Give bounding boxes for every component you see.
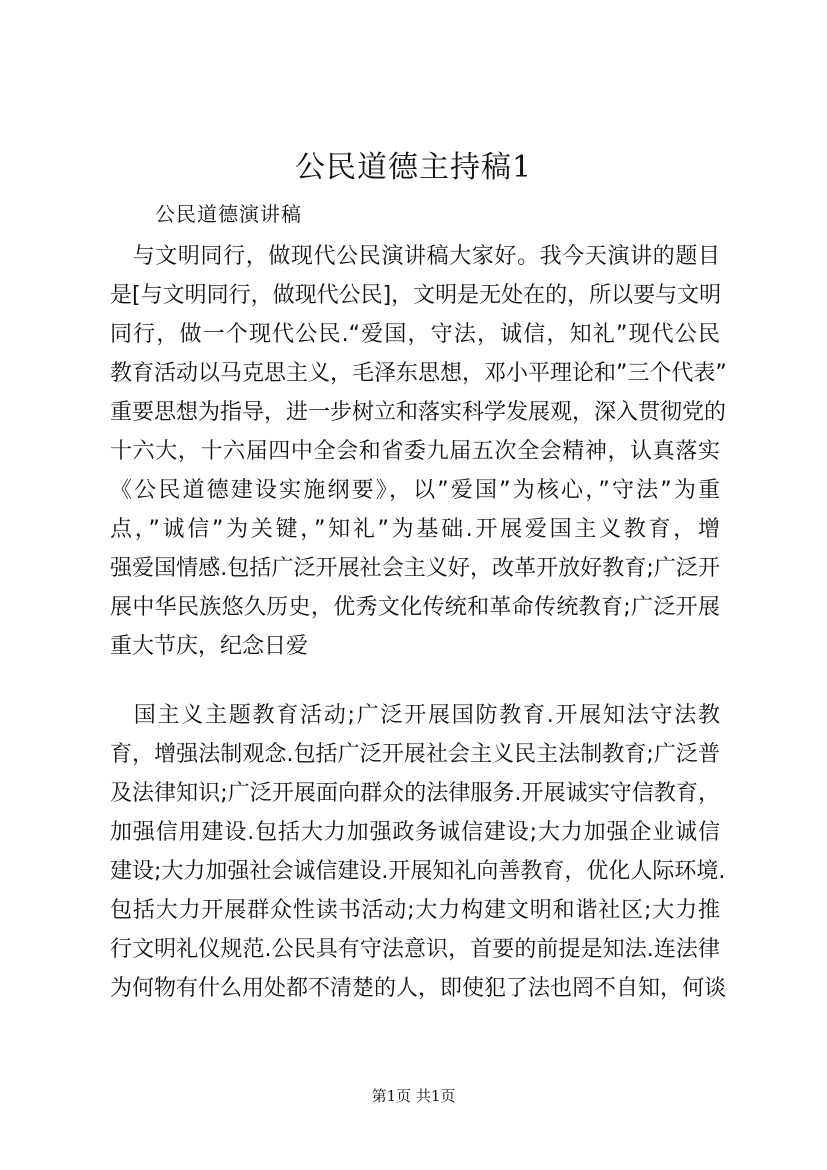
paragraph-line: 包括大力开展群众性读书活动;大力构建文明和谐社区;大力推 [110, 898, 720, 923]
document-subtitle: 公民道德演讲稿 [155, 202, 302, 226]
page-footer: 第1页 共1页 [371, 1087, 456, 1105]
paragraph-line: 教育活动以马克思主义，毛泽东思想，邓小平理论和”三个代表” [110, 361, 727, 386]
paragraph-line: 加强信用建设.包括大力加强政务诚信建设;大力加强企业诚信 [110, 820, 720, 845]
paragraph-1 [110, 237, 727, 666]
paragraph-2 [110, 696, 727, 1008]
paragraph-line: 是[与文明同行，做现代公民]，文明是无处在的，所以要与文明 [110, 283, 722, 308]
paragraph-line: 建设;大力加强社会诚信建设.开展知礼向善教育，优化人际环境. [110, 859, 726, 884]
paragraph-line: 同行，做一个现代公民.“爱国，守法，诚信，知礼”现代公民 [110, 322, 720, 347]
paragraph-line: 行文明礼仪规范.公民具有守法意识，首要的前提是知法.连法律 [110, 937, 720, 962]
document-title: 公民道德主持稿1 [294, 150, 533, 185]
paragraph-line: 与文明同行，做现代公民演讲稿大家好。我今天演讲的题目 [110, 244, 720, 269]
paragraph-line: 重大节庆，纪念日爱 [110, 634, 309, 659]
paragraph-line: 国主义主题教育活动;广泛开展国防教育.开展知法守法教 [110, 703, 720, 728]
paragraph-line: 点，”诚信”为关键，”知礼”为基础.开展爱国主义教育，增 [110, 517, 720, 542]
paragraph-line: 强爱国情感.包括广泛开展社会主义好，改革开放好教育;广泛开 [110, 556, 720, 581]
paragraph-line: 重要思想为指导，进一步树立和落实科学发展观，深入贯彻党的 [110, 400, 727, 425]
paragraph-line: 展中华民族悠久历史，优秀文化传统和革命传统教育;广泛开展 [110, 595, 720, 620]
paragraph-line: 《公民道德建设实施纲要》，以”爱国”为核心，”守法”为重 [110, 478, 720, 503]
paragraph-line: 十六大，十六届四中全会和省委九届五次全会精神，认真落实 [110, 439, 720, 464]
paragraph-line: 育，增强法制观念.包括广泛开展社会主义民主法制教育;广泛普 [110, 742, 720, 767]
paragraph-line: 为何物有什么用处都不清楚的人，即使犯了法也罔不自知，何谈 [110, 976, 727, 1001]
paragraph-line: 及法律知识;广泛开展面向群众的法律服务.开展诚实守信教育， [110, 781, 720, 806]
